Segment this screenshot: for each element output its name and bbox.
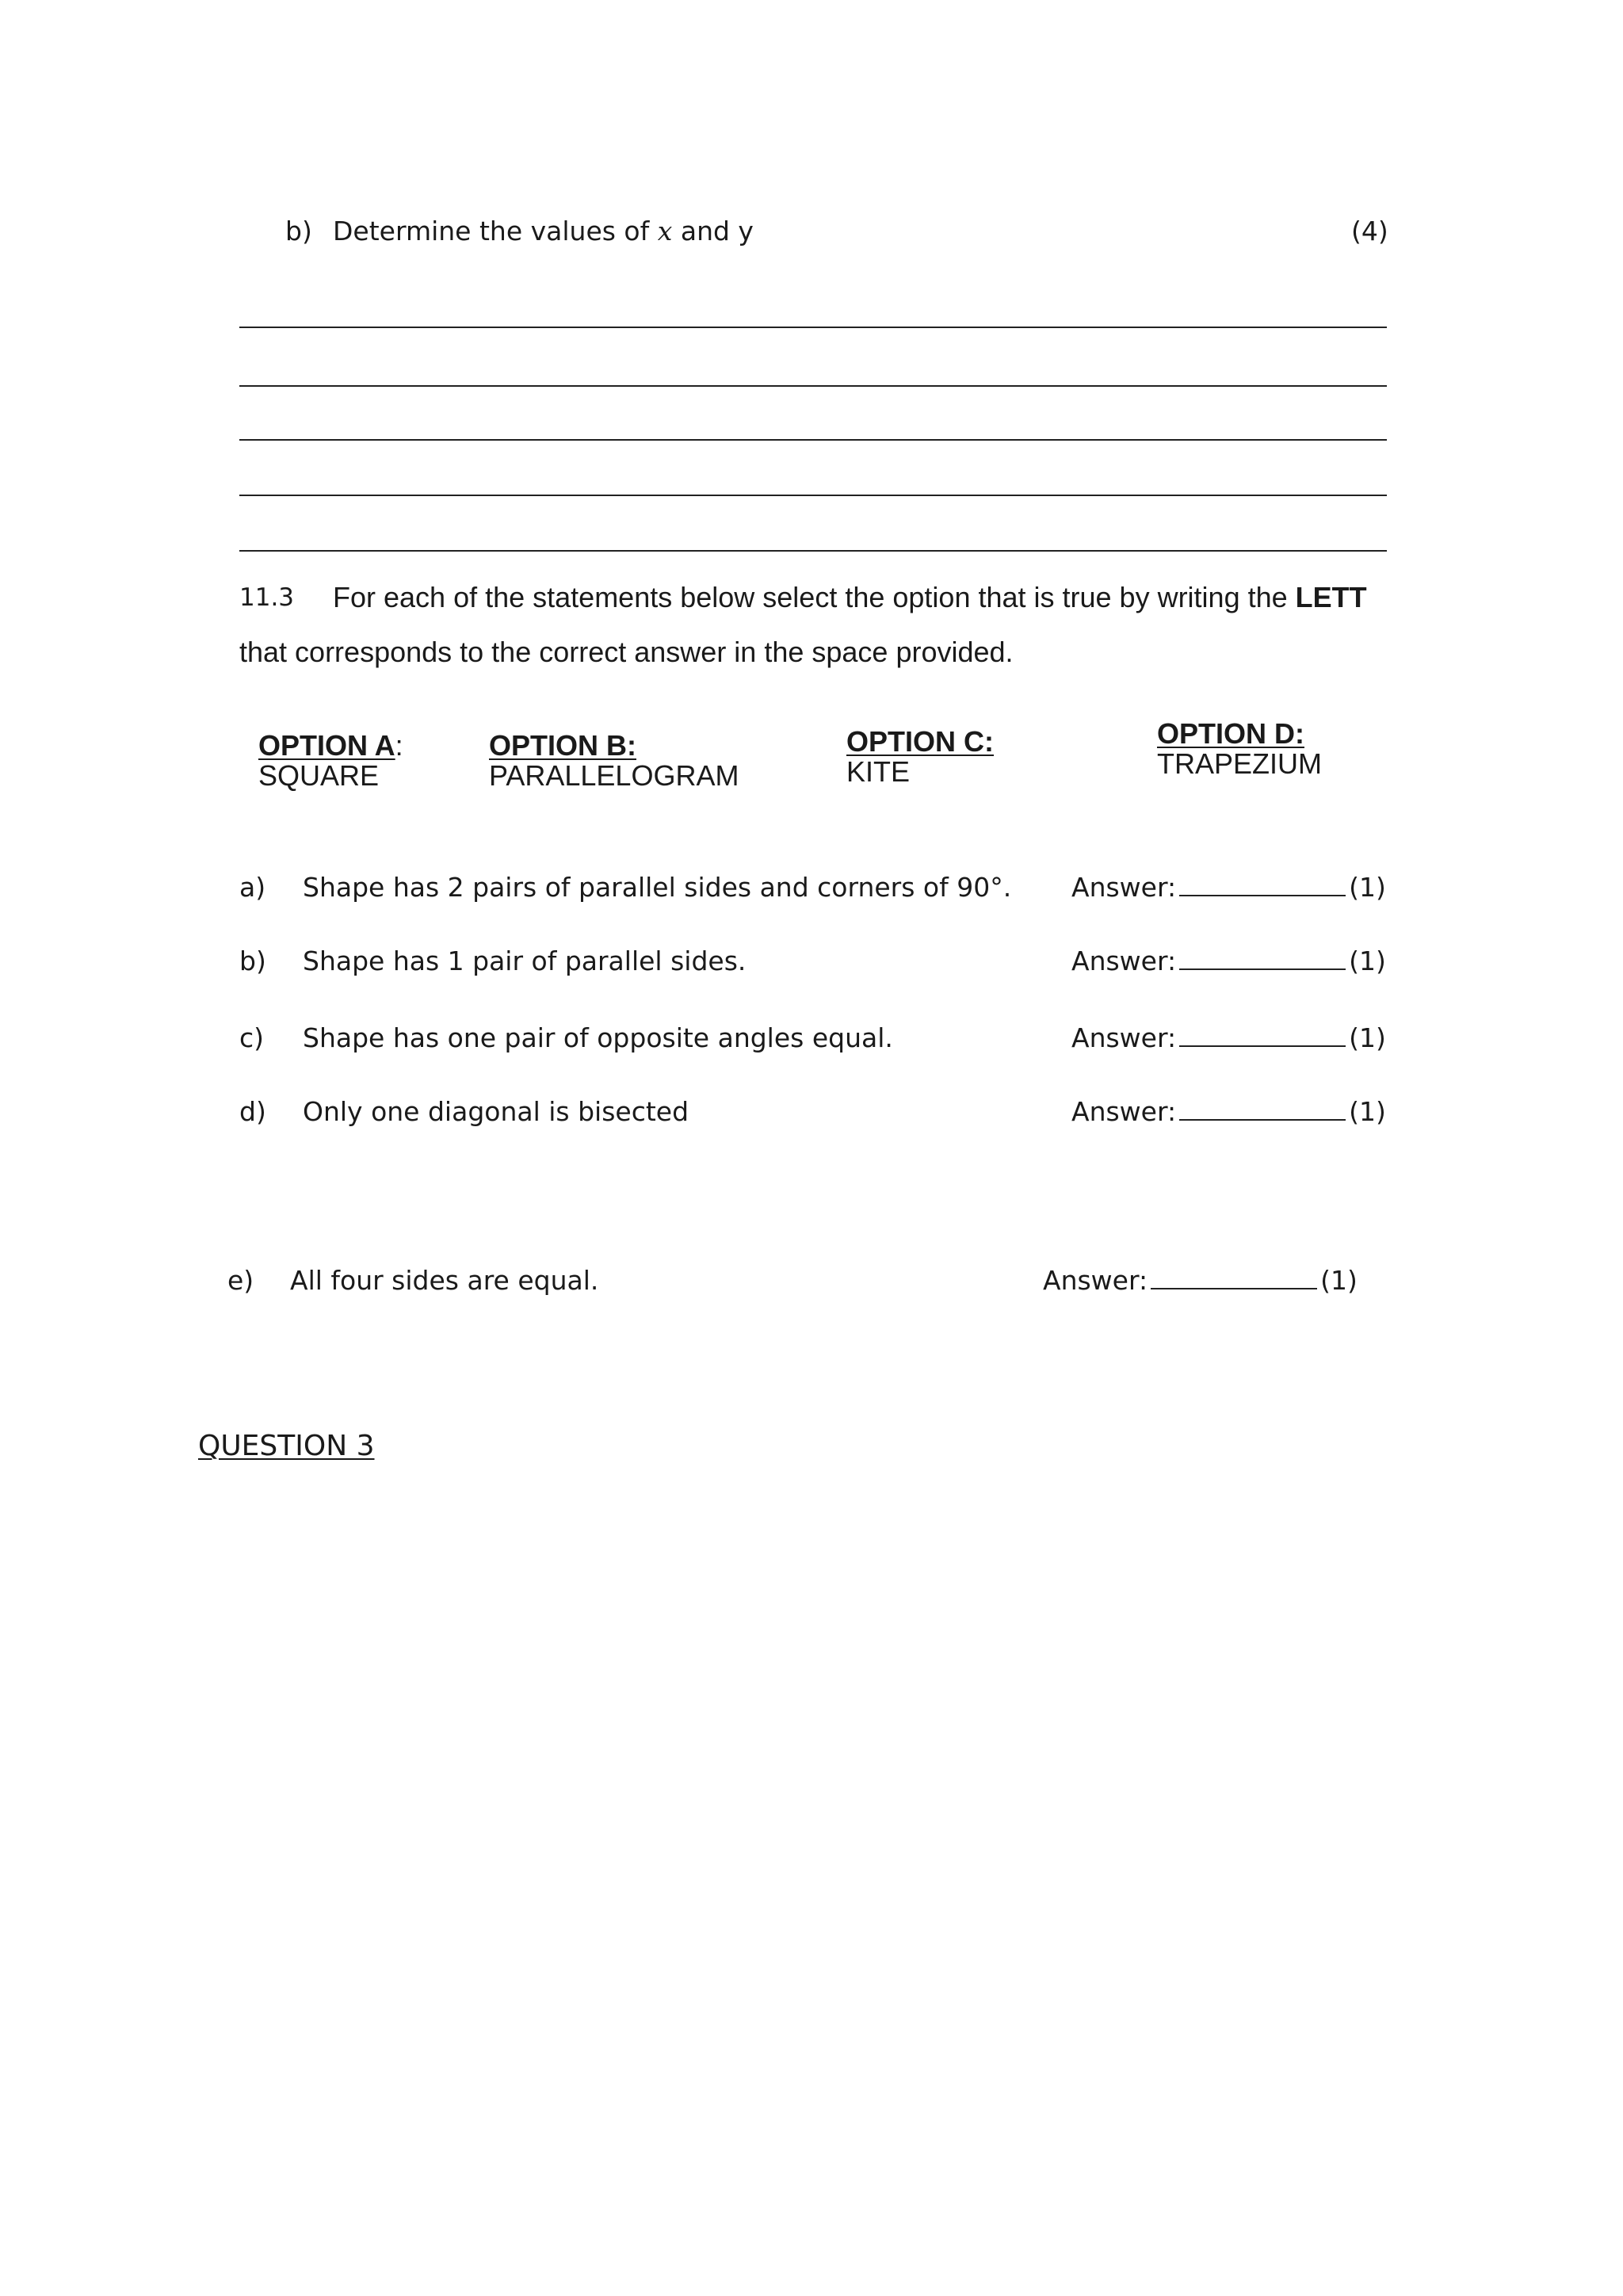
- option-b-heading: OPTION B:: [489, 729, 636, 762]
- option-c: [846, 725, 994, 789]
- item-a-answer: [1071, 872, 1386, 903]
- instruction-line-1: [333, 581, 1367, 614]
- answer-blank[interactable]: [1179, 946, 1346, 970]
- part-b-question: [333, 216, 754, 246]
- item-d-label: d): [239, 1096, 266, 1127]
- item-d-answer: [1071, 1096, 1386, 1127]
- item-b-answer: [1071, 946, 1386, 976]
- item-b-text: Shape has 1 pair of parallel sides.: [303, 946, 747, 976]
- option-a-value: SQUARE: [258, 759, 380, 792]
- answer-line[interactable]: [239, 439, 1387, 441]
- part-b-label: b): [285, 216, 312, 246]
- item-c-answer: [1071, 1022, 1386, 1053]
- instruction-text: For each of the statements below select the option that is true by writing the: [333, 581, 1296, 613]
- answer-line[interactable]: [239, 495, 1387, 496]
- option-c-value: KITE: [846, 755, 911, 788]
- option-c-heading: OPTION C:: [846, 725, 994, 758]
- answer-line[interactable]: [239, 385, 1387, 387]
- option-a-heading: OPTION A:: [258, 729, 403, 762]
- item-a-label: a): [239, 872, 266, 903]
- option-a: [258, 729, 403, 793]
- question-number: 11.3: [239, 583, 295, 612]
- answer-blank[interactable]: [1179, 1023, 1346, 1047]
- item-e-marks: (1): [1320, 1265, 1358, 1296]
- option-b: [489, 729, 739, 793]
- answer-label: Answer:: [1043, 1265, 1148, 1296]
- item-a-text: Shape has 2 pairs of parallel sides and corners of 90°.: [303, 872, 1012, 903]
- answer-blank[interactable]: [1151, 1266, 1317, 1289]
- item-c-marks: (1): [1349, 1022, 1386, 1053]
- option-b-value: PARALLELOGRAM: [489, 759, 739, 792]
- question-3-heading: QUESTION 3: [198, 1430, 375, 1462]
- item-d-marks: (1): [1349, 1096, 1386, 1127]
- item-b-label: b): [239, 946, 266, 976]
- answer-label: Answer:: [1071, 1022, 1177, 1053]
- instruction-bold: LETT: [1295, 581, 1367, 613]
- option-d-heading: OPTION D:: [1157, 717, 1304, 750]
- item-e-label: e): [227, 1265, 254, 1296]
- part-b-text: Determine the values of: [333, 216, 658, 246]
- part-b-text-end: and y: [672, 216, 754, 246]
- option-d-value: TRAPEZIUM: [1157, 747, 1323, 780]
- variable-x: x: [657, 216, 673, 246]
- item-d-text: Only one diagonal is bisected: [303, 1096, 689, 1127]
- answer-label: Answer:: [1071, 1096, 1177, 1127]
- item-c-label: c): [239, 1022, 265, 1053]
- item-e-answer: [1043, 1265, 1358, 1296]
- instruction-line-2: that corresponds to the correct answer in the space provided.: [239, 636, 1014, 668]
- item-b-marks: (1): [1349, 946, 1386, 976]
- option-d: [1157, 717, 1322, 781]
- item-c-text: Shape has one pair of opposite angles equal.: [303, 1022, 893, 1053]
- item-a-marks: (1): [1349, 872, 1386, 903]
- answer-line[interactable]: [239, 327, 1387, 328]
- answer-label: Answer:: [1071, 872, 1177, 903]
- part-b-marks: (4): [1351, 216, 1388, 246]
- answer-label: Answer:: [1071, 946, 1177, 976]
- answer-blank[interactable]: [1179, 1097, 1346, 1121]
- item-e-text: All four sides are equal.: [290, 1265, 599, 1296]
- answer-blank[interactable]: [1179, 873, 1346, 896]
- answer-line[interactable]: [239, 550, 1387, 552]
